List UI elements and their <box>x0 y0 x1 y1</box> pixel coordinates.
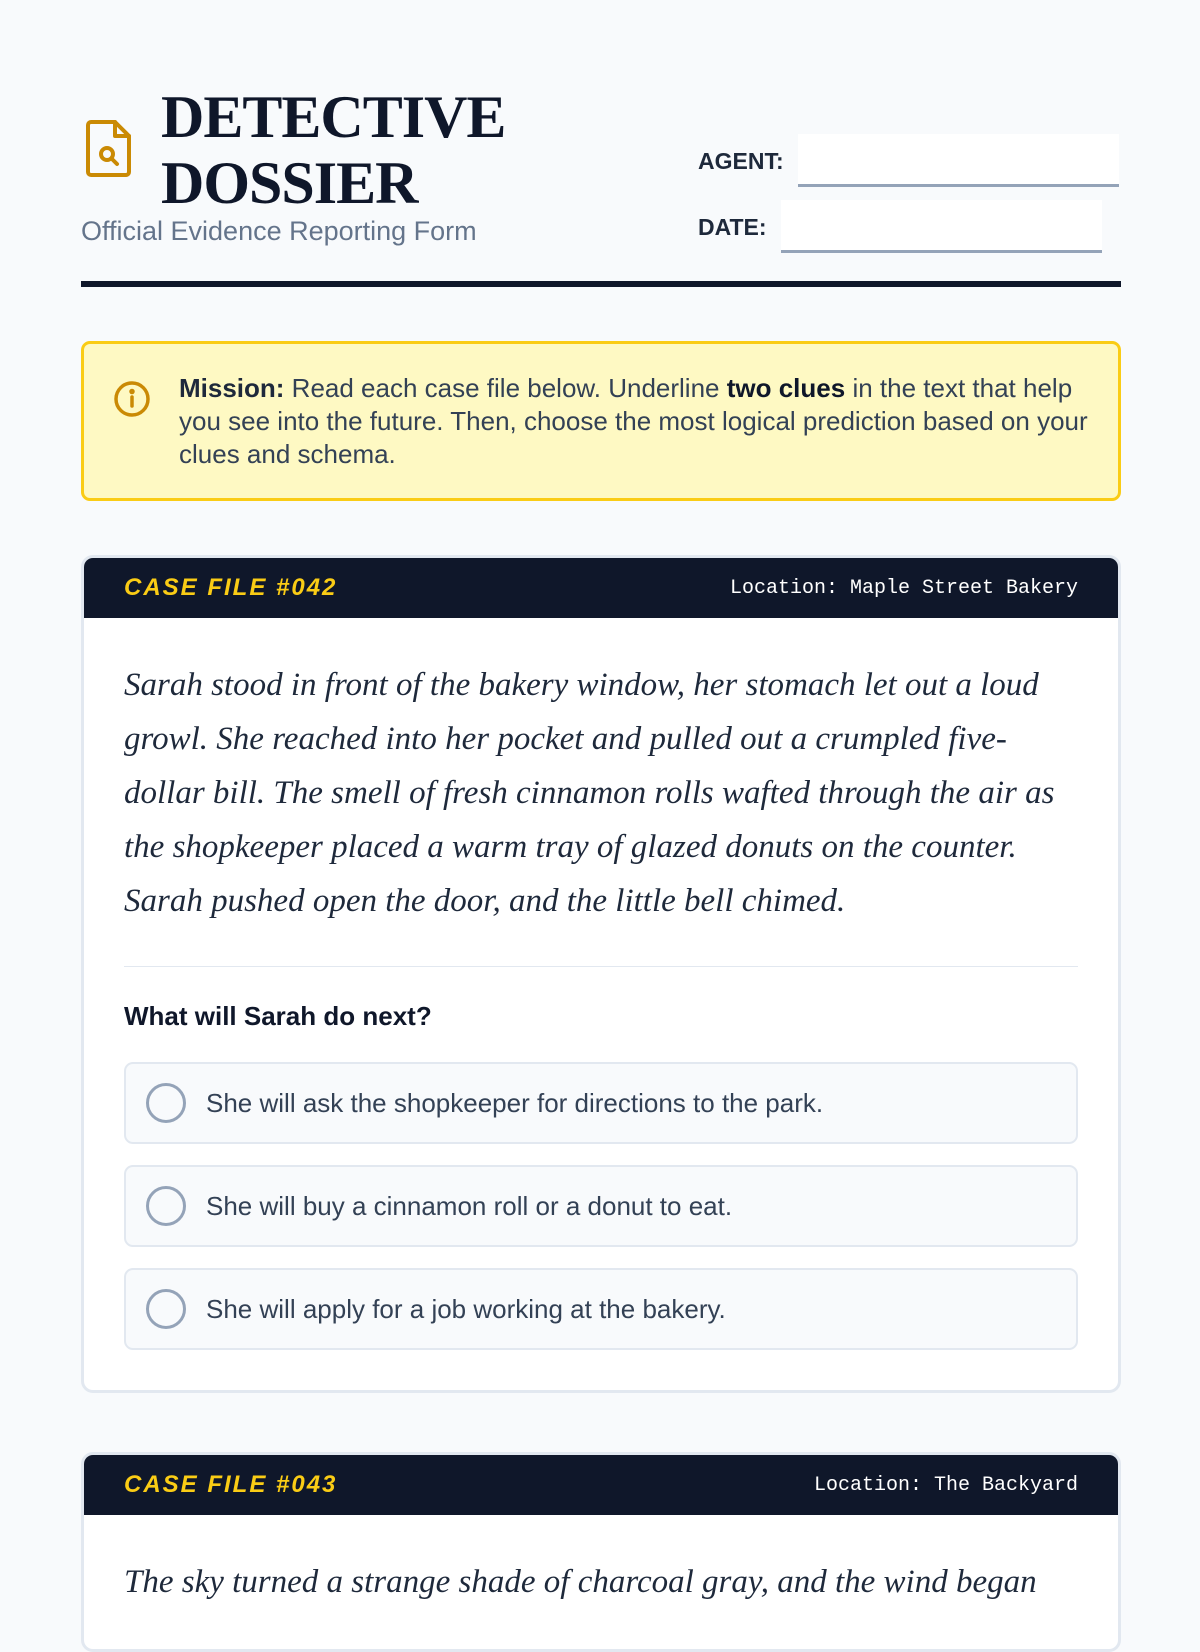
case-number: CASE FILE #042 <box>124 574 338 601</box>
case-location: Location: The Backyard <box>813 1473 1078 1497</box>
answer-options <box>84 1032 1118 1390</box>
date-input[interactable] <box>781 200 1102 253</box>
radio-button[interactable] <box>146 1186 186 1226</box>
page-title <box>161 84 621 216</box>
case-card <box>81 555 1121 1393</box>
answer-option[interactable] <box>124 1062 1078 1144</box>
radio-button[interactable] <box>146 1083 186 1123</box>
case-card <box>81 1452 1121 1652</box>
case-question: What will Sarah do next? <box>124 1001 432 1031</box>
page-subtitle: Official Evidence Reporting Form <box>81 216 477 246</box>
option-label: She will buy a cinnamon roll or a donut to eat. <box>206 1190 733 1221</box>
mission-text: Read each case file below. Underline <box>284 373 727 403</box>
info-icon <box>112 379 152 419</box>
title-line: DOSSIER <box>161 150 418 216</box>
radio-button[interactable] <box>146 1289 186 1329</box>
case-location: Location: Maple Street Bakery <box>729 576 1078 600</box>
title-line: DETECTIVE <box>161 84 506 150</box>
case-header <box>84 1455 1118 1515</box>
mission-text: in the text that help you see into the future. Then, choose the most logical prediction based on your clues and schema. <box>179 373 1088 469</box>
file-search-icon <box>85 118 133 178</box>
case-passage[interactable]: The sky turned a strange shade of charcoal gray, and the wind began <box>124 1564 1037 1600</box>
mission-lead: Mission: <box>179 373 285 403</box>
answer-option[interactable] <box>124 1268 1078 1350</box>
mission-alert <box>81 341 1121 501</box>
answer-option[interactable] <box>124 1165 1078 1247</box>
agent-input[interactable] <box>798 134 1119 187</box>
date-field-group <box>698 200 1102 253</box>
mission-emphasis: two clues <box>726 373 846 403</box>
case-header <box>84 558 1118 618</box>
agent-field-group <box>698 134 1119 187</box>
option-label: She will ask the shopkeeper for directions to the park. <box>206 1087 824 1118</box>
case-passage[interactable]: Sarah stood in front of the bakery window, her stomach let out a loud growl. She reached into her pocket and pulled out a crumpled five-dollar bill. The smell of fresh cinnamon rolls wafted through the air as the shopkeeper placed a warm tray of glazed donuts on the counter. Sarah pushed open the door, and the little bell chimed. <box>124 667 1055 919</box>
header <box>81 84 1121 284</box>
option-label: She will apply for a job working at the bakery. <box>206 1293 726 1324</box>
date-label: DATE: <box>698 214 767 240</box>
agent-label: AGENT: <box>698 148 784 174</box>
header-divider <box>81 281 1121 287</box>
case-number: CASE FILE #043 <box>124 1471 338 1498</box>
